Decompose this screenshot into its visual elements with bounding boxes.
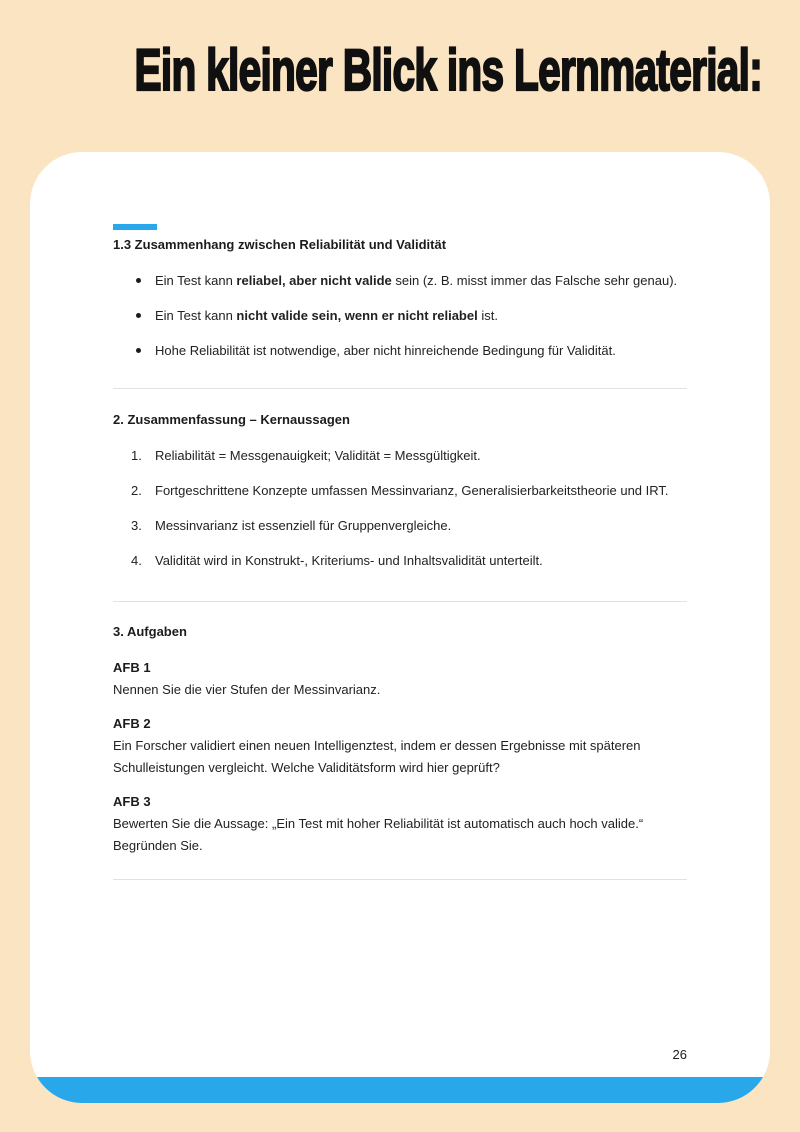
page-number: 26 xyxy=(672,1047,687,1062)
list-item-text: Reliabilität = Messgenauigkeit; Validität = Messgültigkeit. xyxy=(155,448,481,463)
list-item xyxy=(113,343,687,359)
bullet-text-pre: Ein Test kann xyxy=(155,273,237,288)
bullet-text-bold: nicht valide sein, wenn er nicht reliabel xyxy=(236,308,478,323)
list-item xyxy=(113,518,687,534)
list-item xyxy=(113,483,687,499)
task-text: Nennen Sie die vier Stufen der Messinvarianz. xyxy=(113,682,381,697)
accent-bar xyxy=(113,224,157,230)
task-label: AFB 3 xyxy=(113,794,151,809)
list-item-text: Validität wird in Konstrukt-, Kriteriums- und Inhaltsvalidität unterteilt. xyxy=(155,553,543,568)
section-heading-1-3: 1.3 Zusammenhang zwischen Reliabilität und Validität xyxy=(113,237,447,252)
bullet-text-pre: Hohe Reliabilität ist notwendige, aber nicht hinreichende Bedingung für Validität. xyxy=(155,343,616,358)
card-footer-bar xyxy=(30,1077,770,1103)
section-divider xyxy=(113,601,687,602)
task-block-afb1 xyxy=(113,657,687,701)
list-item xyxy=(113,553,687,569)
bullet-text-post: sein (z. B. misst immer das Falsche sehr genau). xyxy=(391,273,678,288)
page-title: Ein kleiner Blick ins Lernmaterial: xyxy=(134,38,763,103)
list-number: 4. xyxy=(131,553,142,568)
content-card xyxy=(30,152,770,1103)
bullet-icon xyxy=(136,278,141,283)
list-number: 2. xyxy=(131,483,142,498)
bullet-list xyxy=(113,273,687,359)
section-heading-2: 2. Zusammenfassung – Kernaussagen xyxy=(113,412,350,427)
bullet-icon xyxy=(136,348,141,353)
task-label: AFB 2 xyxy=(113,716,151,731)
page-title-wrap xyxy=(0,36,800,106)
card-content xyxy=(113,152,687,880)
list-item-text: Fortgeschrittene Konzepte umfassen Messinvarianz, Generalisierbarkeitstheorie und IRT. xyxy=(155,483,669,498)
list-number: 1. xyxy=(131,448,142,463)
task-text: Ein Forscher validiert einen neuen Intelligenztest, indem er dessen Ergebnisse mit späteren Schulleistungen vergleicht. Welche Validitätsform wird hier geprüft? xyxy=(113,738,641,775)
bullet-text-pre: Ein Test kann xyxy=(155,308,237,323)
numbered-list xyxy=(113,448,687,569)
bullet-text-post: ist. xyxy=(477,308,498,323)
list-number: 3. xyxy=(131,518,142,533)
section-divider xyxy=(113,879,687,880)
task-block-afb3 xyxy=(113,791,687,857)
list-item-text: Messinvarianz ist essenziell für Gruppenvergleiche. xyxy=(155,518,452,533)
list-item xyxy=(113,273,687,289)
bullet-text-bold: reliabel, aber nicht valide xyxy=(236,273,392,288)
bullet-icon xyxy=(136,313,141,318)
section-heading-3: 3. Aufgaben xyxy=(113,624,187,639)
task-block-afb2 xyxy=(113,713,687,779)
list-item xyxy=(113,448,687,464)
task-label: AFB 1 xyxy=(113,660,151,675)
task-text: Bewerten Sie die Aussage: „Ein Test mit hoher Reliabilität ist automatisch auch hoch valide.“ Begründen Sie. xyxy=(113,816,644,853)
list-item xyxy=(113,308,687,324)
section-divider xyxy=(113,388,687,389)
